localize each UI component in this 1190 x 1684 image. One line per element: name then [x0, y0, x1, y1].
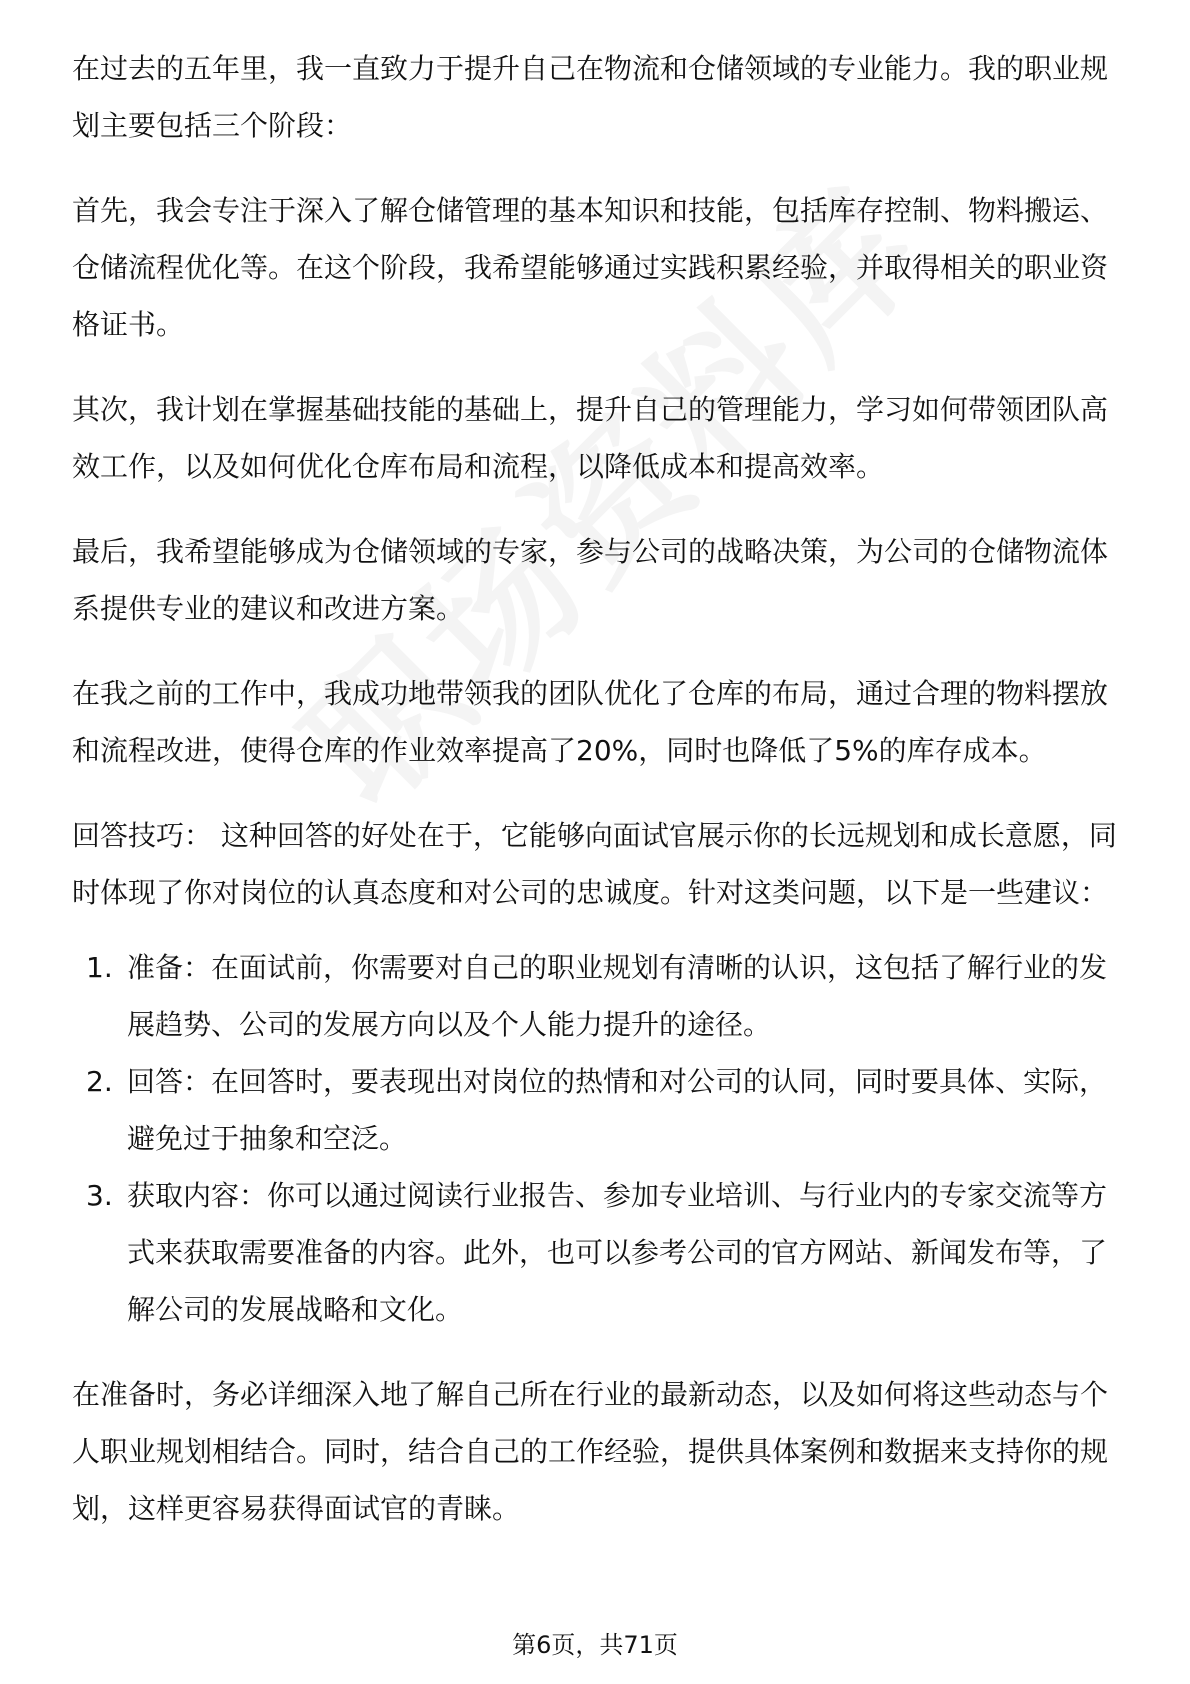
paragraph-experience: 在我之前的工作中，我成功地带领我的团队优化了仓库的布局，通过合理的物料摆放和流程改进，使得仓库的作业效率提高了20%，同时也降低了5%的库存成本。 [72, 677, 1109, 767]
list-item-text: 获取内容：你可以通过阅读行业报告、参加专业培训、与行业内的专家交流等方式来获取需要准备的内容。此外，也可以参考公司的官方网站、新闻发布等，了解公司的发展战略和文化。 [127, 1179, 1108, 1326]
paragraph-stage-two: 其次，我计划在掌握基础技能的基础上，提升自己的管理能力，学习如何带领团队高效工作，以及如何优化仓库布局和流程，以降低成本和提高效率。 [72, 393, 1109, 483]
page-number: 第6页，共71页 [512, 1631, 678, 1659]
paragraph-closing: 在准备时，务必详细深入地了解自己所在行业的最新动态，以及如何将这些动态与个人职业规划相结合。同时，结合自己的工作经验，提供具体案例和数据来支持你的规划，这样更容易获得面试官的青睐。 [72, 1378, 1109, 1525]
tips-intro: 回答技巧： 这种回答的好处在于，它能够向面试官展示你的长远规划和成长意愿，同时体现了你对岗位的认真态度和对公司的忠诚度。针对这类问题，以下是一些建议： [72, 819, 1117, 909]
list-item-number: 3. [86, 1179, 113, 1212]
list-item [72, 1167, 1120, 1338]
paragraph-stage-one: 首先，我会专注于深入了解仓储管理的基本知识和技能，包括库存控制、物料搬运、仓储流程优化等。在这个阶段，我希望能够通过实践积累经验，并取得相关的职业资格证书。 [72, 194, 1109, 341]
list-item [72, 939, 1120, 1053]
list-item-number: 1. [86, 951, 113, 984]
tips-list [72, 939, 1120, 1338]
list-item [72, 1053, 1120, 1167]
paragraph-intro: 在过去的五年里，我一直致力于提升自己在物流和仓储领域的专业能力。我的职业规划主要包括三个阶段： [72, 52, 1109, 142]
document-body [72, 40, 1120, 1565]
list-item-number: 2. [86, 1065, 113, 1098]
list-item-text: 准备：在面试前，你需要对自己的职业规划有清晰的认识，这包括了解行业的发展趋势、公司的发展方向以及个人能力提升的途径。 [127, 951, 1108, 1041]
paragraph-stage-three: 最后，我希望能够成为仓储领域的专家，参与公司的战略决策，为公司的仓储物流体系提供专业的建议和改进方案。 [72, 535, 1109, 625]
list-item-text: 回答：在回答时，要表现出对岗位的热情和对公司的认同，同时要具体、实际，避免过于抽象和空泛。 [127, 1065, 1108, 1155]
